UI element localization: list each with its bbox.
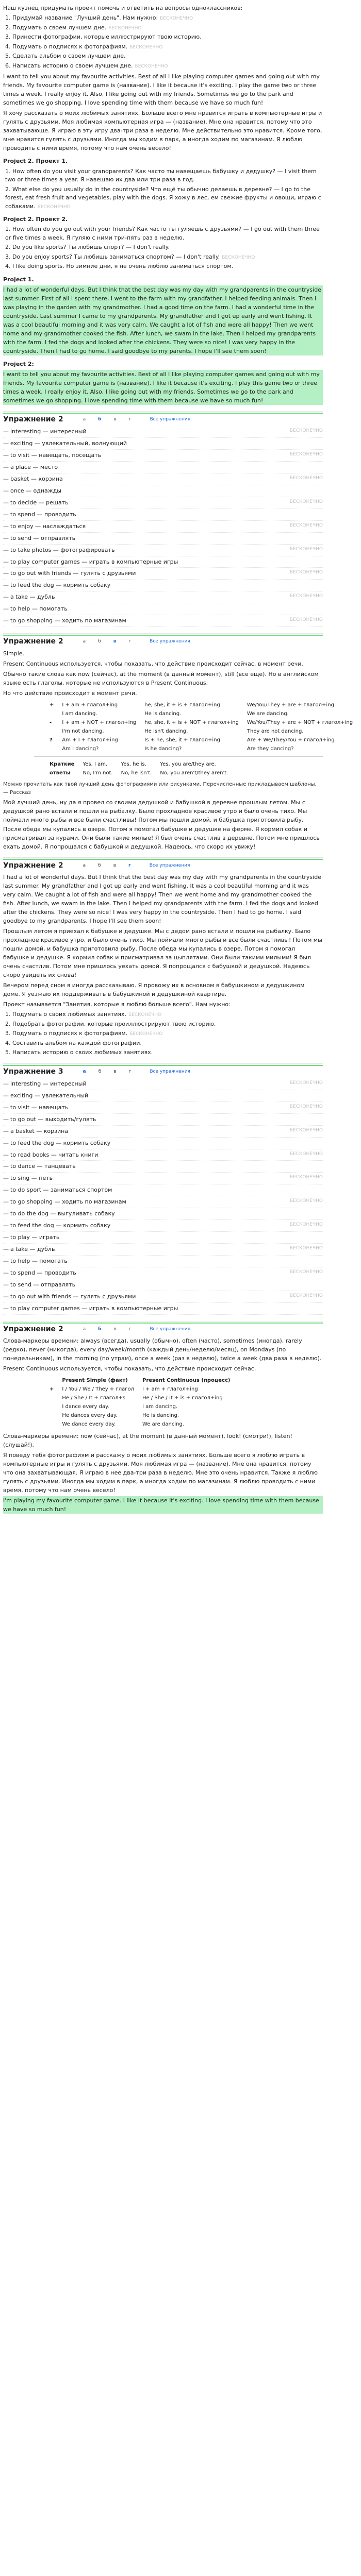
vocab-row — [3, 473, 323, 485]
story-russian: Я хочу рассказать о моих любимых занятиях. Больше всего мне нравится играть в компьютерные игры и гулять с друзьями. Моя любимая компьютерная игра — (название). Мне она нравится, потому что это захватывающе. Я играю в эту игру два-три раза в неделю. Мне действительно это нравится. Кроме того, мне нравится гулять с друзьями. Иногда мы ходим в парк, а иногда ходим по магазинам. Я люблю проводить с ними время, потому что нам очень весело! — [3, 110, 322, 152]
watermark-text: БЕСКОНЕЧНО — [289, 1293, 323, 1298]
section-header — [3, 636, 323, 647]
short-answers-table — [50, 760, 236, 777]
vocab-entry: to do the dog — выгуливать собаку — [10, 1210, 115, 1217]
vocab-row — [3, 533, 323, 545]
vocab-row — [3, 1291, 323, 1303]
list-item: 1. How often do you visit your grandparents? Как часто ты навещаешь бабушку и дедушку? — I visit them two or three times a year. Я навещаю их два или три раза в год. — [5, 167, 317, 183]
bullet: — — [3, 1151, 9, 1158]
vocab-entry: to send — отправлять — [10, 1281, 76, 1288]
vocab-entry: to help — помогать — [10, 1257, 68, 1264]
bullet: — — [3, 475, 9, 482]
table-cell: We are dancing. — [247, 711, 289, 717]
vocab-row — [3, 1244, 323, 1256]
project1-title: Project 2. Проект 1. — [3, 158, 68, 165]
intro-task: Наш кузнец придумать проект помочь и ответить на вопросы одноклассников: — [3, 5, 243, 11]
vocab-row — [3, 1256, 323, 1267]
list-item: 6. Написать историю о своем лучшем дне. БЕСКОНЕЧНО — [5, 62, 168, 69]
vocab-entry: to go shopping — ходить по магазинам — [10, 1198, 126, 1206]
all-exercises-link[interactable]: Все упражнения — [150, 1069, 190, 1074]
grammar-table — [50, 701, 361, 753]
exercise-section-2 — [3, 633, 353, 851]
vocab-entry: a place — место — [10, 464, 58, 471]
watermark-text: БЕСКОНЕЧНО — [289, 1175, 323, 1180]
tab-c[interactable]: в — [113, 862, 117, 868]
watermark-text: БЕСКОНЕЧНО — [289, 546, 323, 552]
bullet: — — [3, 1293, 9, 1300]
project2-title: Project 2. Проект 2. — [3, 216, 68, 223]
story2-project-label: Проект называется "Занятия, которые я люблю больше всего". Нам нужно: — [3, 1001, 231, 1008]
vocab-entry: to go out with friends — гулять с друзьями — [10, 1293, 136, 1300]
section-header — [3, 1066, 323, 1077]
tab-b[interactable]: б — [98, 639, 101, 645]
list-item: 2. Подобрать фотографии, которые проиллюстрируют твою историю. — [5, 1020, 216, 1027]
bullet: — — [3, 511, 9, 518]
table-row — [50, 744, 361, 753]
vocab-entry: to sing — петь — [10, 1175, 53, 1182]
project-p2-text: I want to tell you about my favourite activities. Best of all I like playing computer games and going out with my friends. My favourite computer game is (название). I like it because it's exciting. I play this game two or three times a week. I really enjoy it. Also, I like going out with my friends. Sometimes we go to the park and sometimes we go shopping. I love spending time with them because we have so much fun! — [3, 370, 323, 405]
table-cell: Are they dancing? — [247, 746, 294, 752]
vocab-row — [3, 1090, 323, 1102]
vocab-row — [3, 462, 323, 473]
story2-task: Вечером перед сном я иногда рассказываю. Я провожу их в основном в бабушкином и дедушкином доме. Я уезжаю их поддерживать в бабушкиной и дедушкиной квартире. — [3, 982, 305, 998]
bullet: — — [3, 594, 9, 601]
section-tabs — [77, 1326, 197, 1333]
vocab-entry: to play computer games — играть в компьютерные игры — [10, 558, 178, 565]
bullet: — — [3, 1092, 9, 1099]
bullet: — — [3, 487, 9, 494]
exercise-section-5 — [3, 1321, 323, 1514]
table-cell: We dance every day. — [62, 1421, 116, 1427]
vocab-row — [3, 1208, 323, 1220]
vocab-entry: to feed the dog — кормить собаку — [10, 582, 111, 589]
section-title: Упражнение 2 — [3, 1325, 63, 1333]
table-cell: He isn't dancing. — [144, 728, 188, 735]
section-header — [3, 860, 323, 871]
bullet: — — [3, 522, 9, 530]
bullet: — — [3, 1115, 9, 1123]
project-p-text: I had a lot of wonderful days. But I think that the best day was my day with my grandparents in the countryside last summer. First of all I spent there, I went to the farm with my grandfather. I helped feeding animals. Then I was playing in the garden with my grandmother. I had a good time on the farm. I had a wonderful time in the countryside. Last summer I came to my grandparents. My grandfather and I got up early and went fishing. It was a cool beautiful morning and it was very calm. We caught a lot of fish and were all happy! Then we went home and my grandmother cooked the fish. After lunch, we swam in the lake. Then I helped my grandparents with the farm. I fed the dogs and looked after the chickens. They were so nice! I was very happy in the countryside. Then I had to go home. I said goodbye to my parents. I hope I'll see them soon! — [3, 285, 323, 355]
table-cell: - — [50, 720, 52, 726]
vocab-row — [3, 615, 323, 627]
list-item: 2. Подумать о своем лучшем дне. БЕСКОНЕЧНО — [5, 24, 142, 31]
section-header — [3, 1324, 323, 1335]
table-cell: We are dancing. — [142, 1421, 184, 1427]
table-cell: I am dancing. — [62, 711, 97, 717]
watermark-text: БЕСКОНЕЧНО — [289, 499, 323, 504]
vocab-row — [3, 1161, 323, 1173]
story2-russian: Прошлым летом я приехал к бабушке и дедушке. Мы с дедом рано встали и пошли на рыбалку. Было прохладное красивое утро, и было очень тихо. Мы поймали много рыбы и все были счастливы! Потом мы пошли домой, и бабушка приготовила рыбу. После обеда мы купались в озере. Потом я помогал бабушке и дедушке. Я кормил собак и присматривал за цыплятами. Они были такими милыми! Я был очень счастлив. Потом мне пришлось уехать домой. Я попрощался с бабушкой и дедушкой. Надеюсь скоро увидеть их снова! — [3, 927, 322, 979]
vocab-list-2 — [3, 1078, 323, 1315]
bullet: — — [3, 605, 9, 613]
bullet: — — [3, 1257, 9, 1264]
tab-c[interactable]: в — [113, 417, 117, 422]
vocab-row — [3, 1102, 323, 1114]
all-exercises-link[interactable]: Все упражнения — [150, 417, 191, 422]
short-yes-1: Yes, I am. — [83, 761, 108, 768]
table-cell: he, she, it + is + NOT + глагол+ing — [144, 720, 239, 726]
table-cell: + — [50, 1386, 54, 1392]
table-cell: Is he dancing? — [144, 746, 182, 752]
vocab-row — [3, 1184, 323, 1196]
vocab-entry: to feed the dog — кормить собаку — [10, 1139, 111, 1146]
vocab-row — [3, 521, 323, 533]
bullet: — — [3, 428, 9, 435]
vocab-entry: to go out with friends — гулять с друзьями — [10, 570, 136, 577]
table-row — [50, 1394, 238, 1402]
table-cell — [50, 709, 62, 718]
vocab-row — [3, 1078, 323, 1090]
section-tabs — [77, 862, 196, 869]
tab-a[interactable]: а — [83, 1069, 86, 1074]
bullet: — — [3, 1139, 9, 1146]
section-header — [3, 414, 323, 425]
bullet: — — [3, 464, 9, 471]
table-cell: I + am + NOT + глагол+ing — [62, 720, 137, 726]
watermark-text: БЕСКОНЕЧНО — [289, 1127, 323, 1133]
bullet: — — [3, 1281, 9, 1288]
table-cell: Am + I + глагол+ing — [62, 737, 118, 743]
vocab-entry: to visit — навещать — [10, 1104, 69, 1111]
table-cell: He / She / It + глагол+s — [62, 1395, 126, 1401]
all-exercises-link[interactable]: Все упражнения — [150, 1326, 191, 1332]
bullet: — — [3, 1234, 9, 1241]
vocab-row — [3, 1138, 323, 1149]
watermark-text: БЕСКОНЕЧНО — [289, 475, 323, 481]
vocab-entry: to play — играть — [10, 1234, 60, 1241]
grammar2-outro: Слова-маркеры времени: now (сейчас), at the moment (в данный момент), look! (смотри!), listen! (слушай!). — [3, 1432, 292, 1448]
grammar-rule: Present Continuous используется, чтобы показать, что действие происходит сейчас, в момент речи. — [3, 660, 303, 668]
table-header-cell: Present Simple (факт) — [62, 1377, 128, 1383]
all-exercises-link[interactable]: Все упражнения — [149, 862, 190, 868]
tab-c[interactable]: в — [113, 1069, 117, 1074]
list-item: 1. Подумать о своих любимых занятиях. БЕСКОНЕЧНО — [5, 1011, 162, 1018]
tab-a[interactable]: а — [83, 862, 86, 868]
watermark-text: БЕСКОНЕЧНО — [289, 617, 323, 623]
section-tabs — [77, 416, 197, 423]
bullet: — — [3, 1175, 9, 1182]
short-no-3: No, you aren't/they aren't. — [160, 770, 228, 776]
grammar2-outro-2: Я поведу тебя фотографиям и расскажу о моих любимых занятиях. Больше всего я люблю играть в компьютерные игры и гулять с друзьями. Моя любимая игра — (название). Мне она нравится, потому что она захватывающая. Я играю в нее два-три раза в неделю. Мне это очень нравится. Также я люблю гулять с друзьями. Иногда мы ходим в парк, а иногда ходим по магазинам. Я люблю проводить с ними время, потому что нам очень весело! — [3, 1451, 318, 1494]
vocab-entry: to send — отправлять — [10, 534, 76, 541]
tab-a[interactable]: а — [83, 639, 86, 645]
watermark-text: БЕСКОНЕЧНО — [289, 570, 323, 575]
table-cell: He is dancing. — [142, 1412, 179, 1418]
vocab-row — [3, 1232, 323, 1244]
exercise-section-1 — [3, 411, 323, 627]
bullet: — — [3, 1210, 9, 1217]
watermark-text: БЕСКОНЕЧНО — [289, 428, 323, 434]
tab-b[interactable]: б — [98, 862, 101, 868]
bullet: — — [3, 1080, 9, 1087]
table-cell: We/You/They + are + NOT + глагол+ing — [247, 720, 353, 726]
vocab-row — [3, 591, 323, 603]
table-cell: I / You / We / They + глагол — [62, 1386, 134, 1392]
list-item: 3. Подумать о подписях к фотографиям. БЕСКОНЕЧНО — [5, 1030, 163, 1037]
vocab-entry: interesting — интересный — [10, 428, 87, 435]
tab-a[interactable]: а — [83, 1326, 86, 1332]
table-cell — [50, 744, 62, 753]
tab-b[interactable]: б — [98, 1326, 102, 1332]
bullet: — — [3, 1304, 9, 1312]
vocab-entry: interesting — интересный — [10, 1080, 87, 1087]
vocab-list-1 — [3, 426, 323, 627]
short-yes-3: Yes, you are/they are. — [160, 761, 216, 768]
bullet: — — [3, 452, 9, 459]
watermark-text: БЕСКОНЕЧНО — [289, 522, 323, 528]
table-cell: I am dancing. — [142, 1403, 178, 1410]
table-row — [50, 736, 361, 744]
tab-b[interactable]: б — [98, 1069, 102, 1074]
vocab-row — [3, 1114, 323, 1126]
table-header-cell: Present Continuous (процесс) — [142, 1377, 231, 1383]
vocab-row — [3, 1196, 323, 1208]
list-item: 5. Написать историю о своих любимых занятиях. — [5, 1049, 153, 1056]
grammar2-table — [50, 1376, 238, 1429]
vocab-entry: to spend — проводить — [10, 1269, 76, 1276]
watermark-text: БЕСКОНЕЧНО — [289, 1246, 323, 1251]
table-cell — [50, 1411, 62, 1420]
vocab-row — [3, 556, 323, 568]
vocab-entry: to feed the dog — кормить собаку — [10, 1222, 111, 1229]
table-cell: ? — [50, 737, 53, 743]
table-cell: He is dancing. — [144, 711, 182, 717]
exercise-section-4 — [3, 1063, 323, 1315]
answers-label: ответы — [50, 770, 71, 776]
table-row — [50, 709, 361, 718]
bullet: — — [3, 546, 9, 553]
grammar-note: Можно прочитать как твой лучший день фотографиями или рисунками. Перечисленные прикладываем шаблоны. — Рассказ — [3, 782, 317, 795]
table-cell — [50, 1394, 62, 1402]
intro-list — [5, 14, 323, 70]
table-cell: He / She / It + is + глагол+ing — [142, 1395, 223, 1401]
table-row — [50, 701, 361, 709]
table-cell: he, she, it + is + глагол+ing — [144, 702, 220, 708]
bullet: — — [3, 558, 9, 565]
watermark-text: БЕСКОНЕЧНО — [289, 594, 323, 599]
vocab-row — [3, 1279, 323, 1291]
table-cell: I + am + глагол+ing — [62, 702, 118, 708]
tab-d[interactable]: г — [128, 1069, 132, 1074]
grammar2-intro: Слова-маркеры времени: always (всегда), usually (обычно), often (часто), sometimes (иногда), rarely (редко), never (никогда), every day/week/month (каждый день/неделю/месяц), on Mondays (по понедельникам), in the morning (по утрам), once a week (раз в неделю), twice a week (два раза в неделю). — [3, 1337, 322, 1362]
vocab-entry: exciting — увлекательный — [10, 1092, 89, 1099]
table-cell: They are not dancing. — [247, 728, 304, 735]
table-header-row — [50, 1376, 238, 1385]
vocab-entry: to dance — танцевать — [10, 1163, 76, 1170]
vocab-row — [3, 1149, 323, 1161]
grammar-block — [3, 649, 353, 851]
list-item: 4. Составить альбом на каждой фотографии. — [5, 1039, 142, 1046]
grammar-rule-2: Обычно такие слова как now (сейчас), at the moment (в данный момент), still (все еще). Но в английском языке есть глаголы, которые не используются в Present Continuous. — [3, 671, 319, 687]
grammar-example: Мой лучший день, ну да я провел со своими дедушкой и бабушкой в деревне прошлым летом. Мы с дедушкой рано встали и пошли на рыбалку. Было прохладное красивое утро и было очень тихо. Мы поймали много рыбы и все были счастливы! Потом мы пошли домой, и бабушка приготовила рыбу. После обеда мы купались в озере. Потом я помогал бабушке и дедушке на ферме. Я кормил собак и присматривал за курами. Они были такие милые! Я был очень счастлив в деревне. Потом мне пришлось ехать домой. Я попрощался с бабушкой и дедушкой. Надеюсь, что скоро их увижу! — [3, 799, 320, 850]
vocab-entry: to do sport — заниматься спортом — [10, 1187, 112, 1194]
list-item: 3. Do you enjoy sports? Ты любишь заниматься спортом? — I don't really. БЕСКОНЕЧНО — [5, 253, 255, 260]
watermark-text: БЕСКОНЕЧНО — [289, 452, 323, 457]
vocab-entry: to enjoy — наслаждаться — [10, 522, 86, 530]
section-tabs — [77, 638, 196, 645]
watermark-text: БЕСКОНЕЧНО — [289, 1198, 323, 1204]
vocab-entry: to go shopping — ходить по магазинам — [10, 617, 126, 624]
list-item: 4. I like doing sports. Но зимние дни, я не очень люблю заниматься спортом. — [5, 263, 234, 270]
section-title: Упражнение 2 — [3, 861, 63, 870]
table-row — [50, 1402, 238, 1411]
table-cell: We/You/They + are + глагол+ing — [247, 702, 334, 708]
story2-project-list — [5, 1010, 323, 1057]
list-item: 5. Сделать альбом о своем лучшем дне. — [5, 53, 126, 60]
vocab-row — [3, 1303, 323, 1315]
vocab-row — [3, 1267, 323, 1279]
list-item: 2. What else do you usually do in the countryside? Что ещё ты обычно делаешь в деревне? — I go to the forest, eat fresh fruit and vegetables, play with the dogs. Я хожу в лес, ем свежие фрукты и овощи, играю с собаками. БЕСКОНЕЧНО — [5, 185, 321, 210]
short-no-2: No, he isn't. — [121, 770, 152, 776]
table-cell — [50, 1420, 62, 1429]
vocab-row — [3, 438, 323, 450]
story-english: I want to tell you about my favourite activities. Best of all I like playing computer games and going out with my friends. My favourite computer game is (название). I like it because it's exciting. I play the game two or three times a week. I really enjoy it. Also, I like going out with my friends. Sometimes we go to the park and sometimes we go shopping. I love spending time with them because we have so much fun! — [3, 73, 320, 107]
table-cell — [50, 1402, 62, 1411]
vocab-row — [3, 568, 323, 580]
watermark-text: БЕСКОНЕЧНО — [289, 1222, 323, 1228]
tab-d[interactable]: г — [128, 639, 132, 645]
tab-c[interactable]: в — [113, 639, 117, 645]
vocab-entry: a take — дубль — [10, 594, 55, 601]
list-item: 2. Do you like sports? Ты любишь спорт? — I don't really. — [5, 244, 170, 251]
vocab-row — [3, 450, 323, 462]
section-title: Упражнение 2 — [3, 637, 63, 646]
vocab-entry: basket — корзина — [10, 475, 63, 482]
tab-d[interactable]: г — [128, 1326, 132, 1332]
short-label: Краткие — [50, 761, 75, 768]
project2-list — [5, 225, 323, 271]
table-row — [50, 1420, 238, 1429]
vocab-entry: to spend — проводить — [10, 511, 76, 518]
section-tabs — [77, 1068, 196, 1075]
exercise-section-3 — [3, 857, 323, 1057]
bullet: — — [3, 1127, 9, 1134]
short-no-1: No, I'm not. — [83, 770, 113, 776]
tab-d[interactable]: г — [128, 417, 132, 422]
vocab-row — [3, 497, 323, 509]
table-row — [50, 1385, 238, 1394]
vocab-entry: to read books — читать книги — [10, 1151, 99, 1158]
vocab-row — [3, 580, 323, 591]
story2-english: I had a lot of wonderful days. But I think that the best day was my day with my grandparents in the countryside last summer. My grandfather and I got up early and went fishing. It was a cool beautiful morning and it was very calm. We caught a lot of fish and were all happy! Then we went home and my grandmother cooked the fish. After lunch, we swam in the lake. Then I helped my grandparents with the farm. I fed the dogs and looked after the chickens. They were so nice! I was very happy in the countryside. Then I had to go home. I said goodbye to my grandparents. I hope I'll see them soon! — [3, 873, 321, 924]
vocab-row — [3, 509, 323, 521]
tab-a[interactable]: а — [83, 417, 86, 422]
table-cell: I dance every day. — [62, 1403, 109, 1410]
grammar2-intro-2: Present Continuous используется, чтобы показать, что действие происходит сейчас. — [3, 1365, 256, 1372]
table-cell: + — [50, 702, 54, 708]
list-item: 1. Придумай название "Лучший день". Нам нужно: БЕСКОНЕЧНО — [5, 14, 193, 22]
table-cell: Am I dancing? — [62, 746, 99, 752]
project1-list — [5, 167, 323, 211]
vocab-row — [3, 485, 323, 497]
vocab-row — [3, 545, 323, 556]
section-title: Упражнение 3 — [3, 1067, 63, 1076]
bullet: — — [3, 1222, 9, 1229]
project-p-title: Project 1. — [3, 276, 34, 283]
bullet: — — [3, 570, 9, 577]
vocab-entry: to help — помогать — [10, 605, 68, 613]
bullet: — — [3, 1198, 9, 1206]
grammar-heading: Simple. — [3, 650, 25, 657]
table-cell: I + am + глагол+ing — [142, 1386, 198, 1392]
bullet: — — [3, 440, 9, 447]
vocab-row — [3, 603, 323, 615]
watermark-text: БЕСКОНЕЧНО — [289, 1104, 323, 1109]
bullet: — — [3, 499, 9, 506]
bullet: — — [3, 1187, 9, 1194]
table-cell: He dances every day. — [62, 1412, 118, 1418]
table-row — [50, 1411, 238, 1420]
bullet: — — [3, 1163, 9, 1170]
watermark-text: БЕСКОНЕЧНО — [289, 1080, 323, 1086]
vocab-row — [3, 1173, 323, 1184]
table-cell — [50, 727, 62, 736]
bullet: — — [3, 582, 9, 589]
vocab-entry: to take photos — фотографировать — [10, 546, 115, 553]
vocab-entry: exciting — увлекательный, волнующий — [10, 440, 127, 447]
table-row — [50, 727, 361, 736]
table-row — [50, 718, 361, 727]
vocab-row — [3, 1126, 323, 1138]
section-title: Упражнение 2 — [3, 415, 63, 424]
vocab-entry: to play computer games — играть в компьютерные игры — [10, 1304, 178, 1312]
list-item: 1. How often do you go out with your friends? Как часто ты гуляешь с друзьями? — I go out with them three or five times a week. Я гуляю с ними три-пять раз в неделю. — [5, 226, 320, 241]
bullet: — — [3, 1246, 9, 1252]
watermark-text: БЕСКОНЕЧНО — [289, 1269, 323, 1275]
table-cell: I'm not dancing. — [62, 728, 104, 735]
project-p2-title: Project 2: — [3, 360, 34, 367]
grammar-rule-3: Но что действие происходит в момент речи. — [3, 690, 137, 697]
vocab-entry: to decide — решать — [10, 499, 69, 506]
vocab-entry: a basket — корзина — [10, 1127, 69, 1134]
list-item: 4. Подумать о подписях к фотографиям. БЕСКОНЕЧНО — [5, 43, 163, 50]
table-cell: Are + We/They/You + глагол+ing — [247, 737, 335, 743]
vocab-row — [3, 426, 323, 438]
vocab-entry: once — однажды — [10, 487, 61, 494]
tab-b[interactable]: б — [98, 417, 102, 422]
vocab-row — [3, 1220, 323, 1232]
divider — [34, 756, 323, 757]
table-header-cell — [50, 1376, 62, 1385]
vocab-entry: a take — дубль — [10, 1246, 55, 1252]
table-cell: Is + he, she, it + глагол+ing — [144, 737, 220, 743]
short-yes-2: Yes, he is. — [121, 761, 146, 768]
vocab-entry: to go out — выходить/гулять — [10, 1115, 96, 1123]
all-exercises-link[interactable]: Все упражнения — [150, 639, 190, 645]
tab-c[interactable]: в — [113, 1326, 117, 1332]
vocab-entry: to visit — навещать, посещать — [10, 452, 102, 459]
bullet: — — [3, 1269, 9, 1276]
bullet: — — [3, 534, 9, 541]
list-item: 3. Принести фотографии, которые иллюстрируют твою историю. — [5, 33, 202, 41]
grammar2-final: I'm playing my favourite computer game. I like it because it's exciting. I love spending time with them because we have so much fun! — [3, 1496, 323, 1514]
tab-d[interactable]: г — [128, 862, 131, 868]
bullet: — — [3, 1104, 9, 1111]
bullet: — — [3, 617, 9, 624]
watermark-text: БЕСКОНЕЧНО — [289, 1151, 323, 1157]
